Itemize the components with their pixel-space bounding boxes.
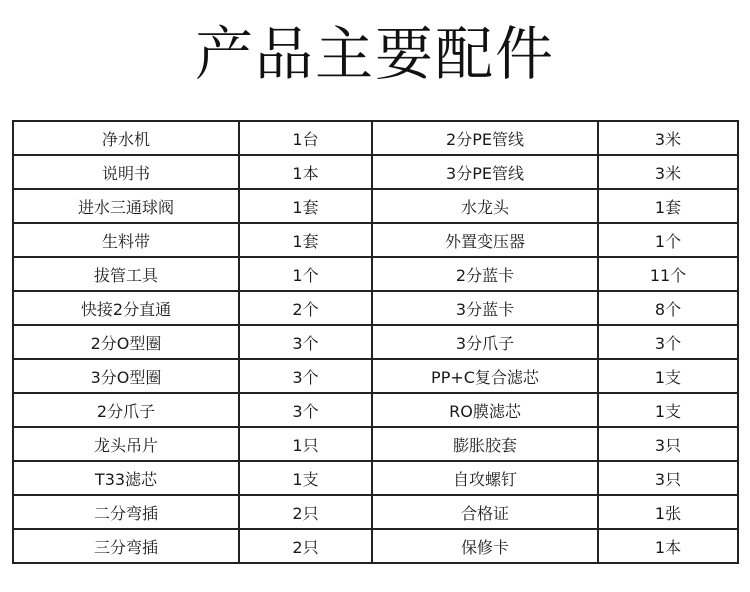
part-name-cell: 2分O型圈: [13, 325, 239, 359]
part-quantity-cell: 1套: [598, 189, 738, 223]
table-row: [13, 257, 738, 291]
part-name-cell: 膨胀胶套: [372, 427, 598, 461]
part-quantity-cell: 1本: [239, 155, 372, 189]
part-quantity-cell: 1个: [598, 223, 738, 257]
part-quantity-cell: 1台: [239, 121, 372, 155]
table-row: [13, 393, 738, 427]
table-row: [13, 325, 738, 359]
part-name-cell: PP+C复合滤芯: [372, 359, 598, 393]
part-quantity-cell: 2只: [239, 529, 372, 563]
table-row: [13, 155, 738, 189]
table-row: [13, 427, 738, 461]
part-quantity-cell: 2个: [239, 291, 372, 325]
part-name-cell: 保修卡: [372, 529, 598, 563]
part-quantity-cell: 3米: [598, 121, 738, 155]
part-name-cell: 净水机: [13, 121, 239, 155]
part-name-cell: 生料带: [13, 223, 239, 257]
part-quantity-cell: 1套: [239, 189, 372, 223]
part-name-cell: 3分O型圈: [13, 359, 239, 393]
table-row: [13, 189, 738, 223]
table-row: [13, 121, 738, 155]
table-row: [13, 529, 738, 563]
part-quantity-cell: 3个: [598, 325, 738, 359]
part-name-cell: 合格证: [372, 495, 598, 529]
part-quantity-cell: 3米: [598, 155, 738, 189]
table-row: [13, 461, 738, 495]
parts-table-body: [13, 121, 738, 563]
part-quantity-cell: 1只: [239, 427, 372, 461]
part-quantity-cell: 3个: [239, 393, 372, 427]
parts-table: [12, 120, 739, 564]
part-quantity-cell: 2只: [239, 495, 372, 529]
part-quantity-cell: 1个: [239, 257, 372, 291]
table-row: [13, 495, 738, 529]
part-name-cell: 进水三通球阀: [13, 189, 239, 223]
part-name-cell: 3分PE管线: [372, 155, 598, 189]
part-quantity-cell: 3只: [598, 427, 738, 461]
part-name-cell: RO膜滤芯: [372, 393, 598, 427]
part-quantity-cell: 1支: [598, 393, 738, 427]
part-name-cell: 龙头吊片: [13, 427, 239, 461]
part-quantity-cell: 11个: [598, 257, 738, 291]
part-name-cell: 三分弯插: [13, 529, 239, 563]
part-name-cell: 说明书: [13, 155, 239, 189]
part-name-cell: T33滤芯: [13, 461, 239, 495]
part-name-cell: 2分PE管线: [372, 121, 598, 155]
part-quantity-cell: 1支: [598, 359, 738, 393]
part-name-cell: 二分弯插: [13, 495, 239, 529]
part-name-cell: 外置变压器: [372, 223, 598, 257]
part-name-cell: 3分蓝卡: [372, 291, 598, 325]
part-name-cell: 自攻螺钉: [372, 461, 598, 495]
part-name-cell: 2分爪子: [13, 393, 239, 427]
page-title: 产品主要配件: [194, 20, 555, 88]
part-quantity-cell: 3个: [239, 325, 372, 359]
part-name-cell: 2分蓝卡: [372, 257, 598, 291]
part-quantity-cell: 1套: [239, 223, 372, 257]
part-quantity-cell: 3个: [239, 359, 372, 393]
part-quantity-cell: 8个: [598, 291, 738, 325]
part-name-cell: 水龙头: [372, 189, 598, 223]
part-quantity-cell: 1本: [598, 529, 738, 563]
part-name-cell: 快接2分直通: [13, 291, 239, 325]
part-quantity-cell: 3只: [598, 461, 738, 495]
table-row: [13, 359, 738, 393]
part-quantity-cell: 1张: [598, 495, 738, 529]
table-row: [13, 223, 738, 257]
part-name-cell: 拔管工具: [13, 257, 239, 291]
part-name-cell: 3分爪子: [372, 325, 598, 359]
part-quantity-cell: 1支: [239, 461, 372, 495]
table-row: [13, 291, 738, 325]
